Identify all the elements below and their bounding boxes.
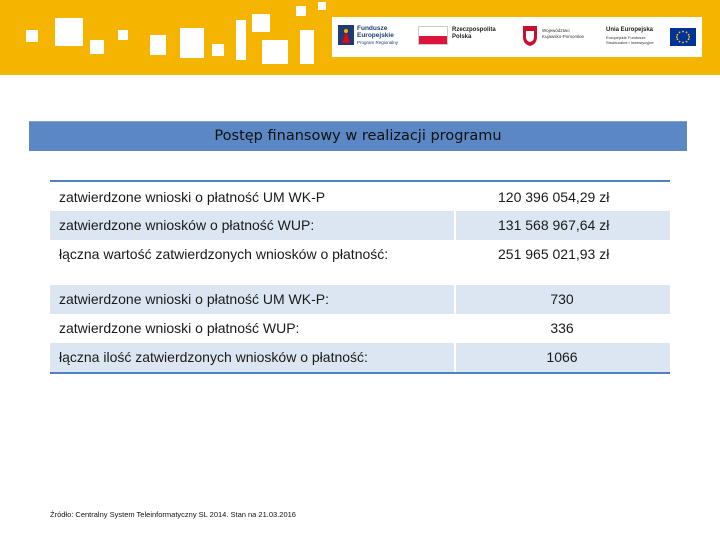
- banner-decoration: [300, 30, 314, 64]
- table-row: [50, 240, 670, 269]
- table-row: [50, 343, 670, 372]
- table-row: [50, 182, 670, 211]
- logo-text: Polska: [452, 34, 472, 40]
- banner-decoration: [212, 44, 224, 56]
- polish-flag-icon: [418, 26, 448, 45]
- row-label: zatwierdzone wniosków o płatność WUP:: [59, 217, 315, 233]
- application-counts-table: [50, 285, 670, 374]
- row-label: zatwierdzone wnioski o płatność WUP:: [59, 320, 300, 336]
- row-label: łączna wartość zatwierdzonych wniosków o płatność:: [59, 246, 389, 262]
- logo-text: Kujawsko-Pomorskie: [542, 34, 585, 39]
- rzeczpospolita-polska-logo: [418, 17, 498, 57]
- row-value: 251 965 021,93 zł: [498, 246, 610, 262]
- logo-text: Europejskie: [357, 32, 394, 39]
- logo-text: Województwo: [542, 28, 570, 33]
- banner-decoration: [26, 30, 38, 42]
- banner-decoration: [90, 40, 104, 54]
- title-bar: [29, 121, 687, 151]
- row-value: 120 396 054,29 zł: [498, 189, 610, 205]
- row-label: zatwierdzone wnioski o płatność UM WK-P: [59, 189, 326, 205]
- logo-strip: [332, 17, 702, 57]
- table-row: [50, 211, 670, 240]
- table-row: [50, 285, 670, 314]
- banner-decoration: [118, 30, 128, 40]
- row-value: 1066: [546, 349, 578, 365]
- crest-icon: [522, 25, 538, 47]
- row-label: zatwierdzone wnioski o płatność UM WK-P:: [59, 291, 329, 307]
- table-row: [50, 314, 670, 343]
- banner-decoration: [180, 28, 204, 58]
- banner-decoration: [296, 6, 306, 16]
- row-value: 336: [550, 320, 574, 336]
- header-banner: [0, 0, 720, 75]
- logo-text: Fundusze: [357, 25, 388, 32]
- banner-decoration: [318, 2, 326, 10]
- page-title: Postęp finansowy w realizacji programu: [214, 128, 502, 144]
- banner-decoration: [55, 18, 83, 46]
- banner-decoration: [252, 14, 270, 32]
- banner-decoration: [262, 40, 288, 64]
- logo-text: Unia Europejska: [606, 27, 654, 33]
- eu-flag-icon: [670, 28, 696, 46]
- unia-europejska-logo: [604, 17, 700, 57]
- logo-text: Europejskie Fundusze: [606, 35, 646, 40]
- banner-decoration: [236, 20, 246, 60]
- banner-decoration: [150, 35, 166, 55]
- financial-amounts-table: [50, 180, 670, 269]
- row-value: 730: [550, 291, 574, 307]
- logo-text: Rzeczpospolita: [452, 27, 496, 33]
- kujawsko-pomorskie-logo: [522, 17, 602, 57]
- row-value: 131 568 967,64 zł: [498, 217, 610, 233]
- row-label: łączna ilość zatwierdzonych wniosków o płatność:: [59, 349, 368, 365]
- source-note: Źródło: Centralny System Teleinformatyczny SL 2014. Stan na 21.03.2016: [50, 510, 296, 519]
- fundusze-star-icon: [338, 25, 354, 45]
- logo-text: Program Regionalny: [357, 40, 399, 45]
- logo-text: Strukturalne i Inwestycyjne: [606, 40, 654, 45]
- fundusze-europejskie-logo: [338, 17, 408, 57]
